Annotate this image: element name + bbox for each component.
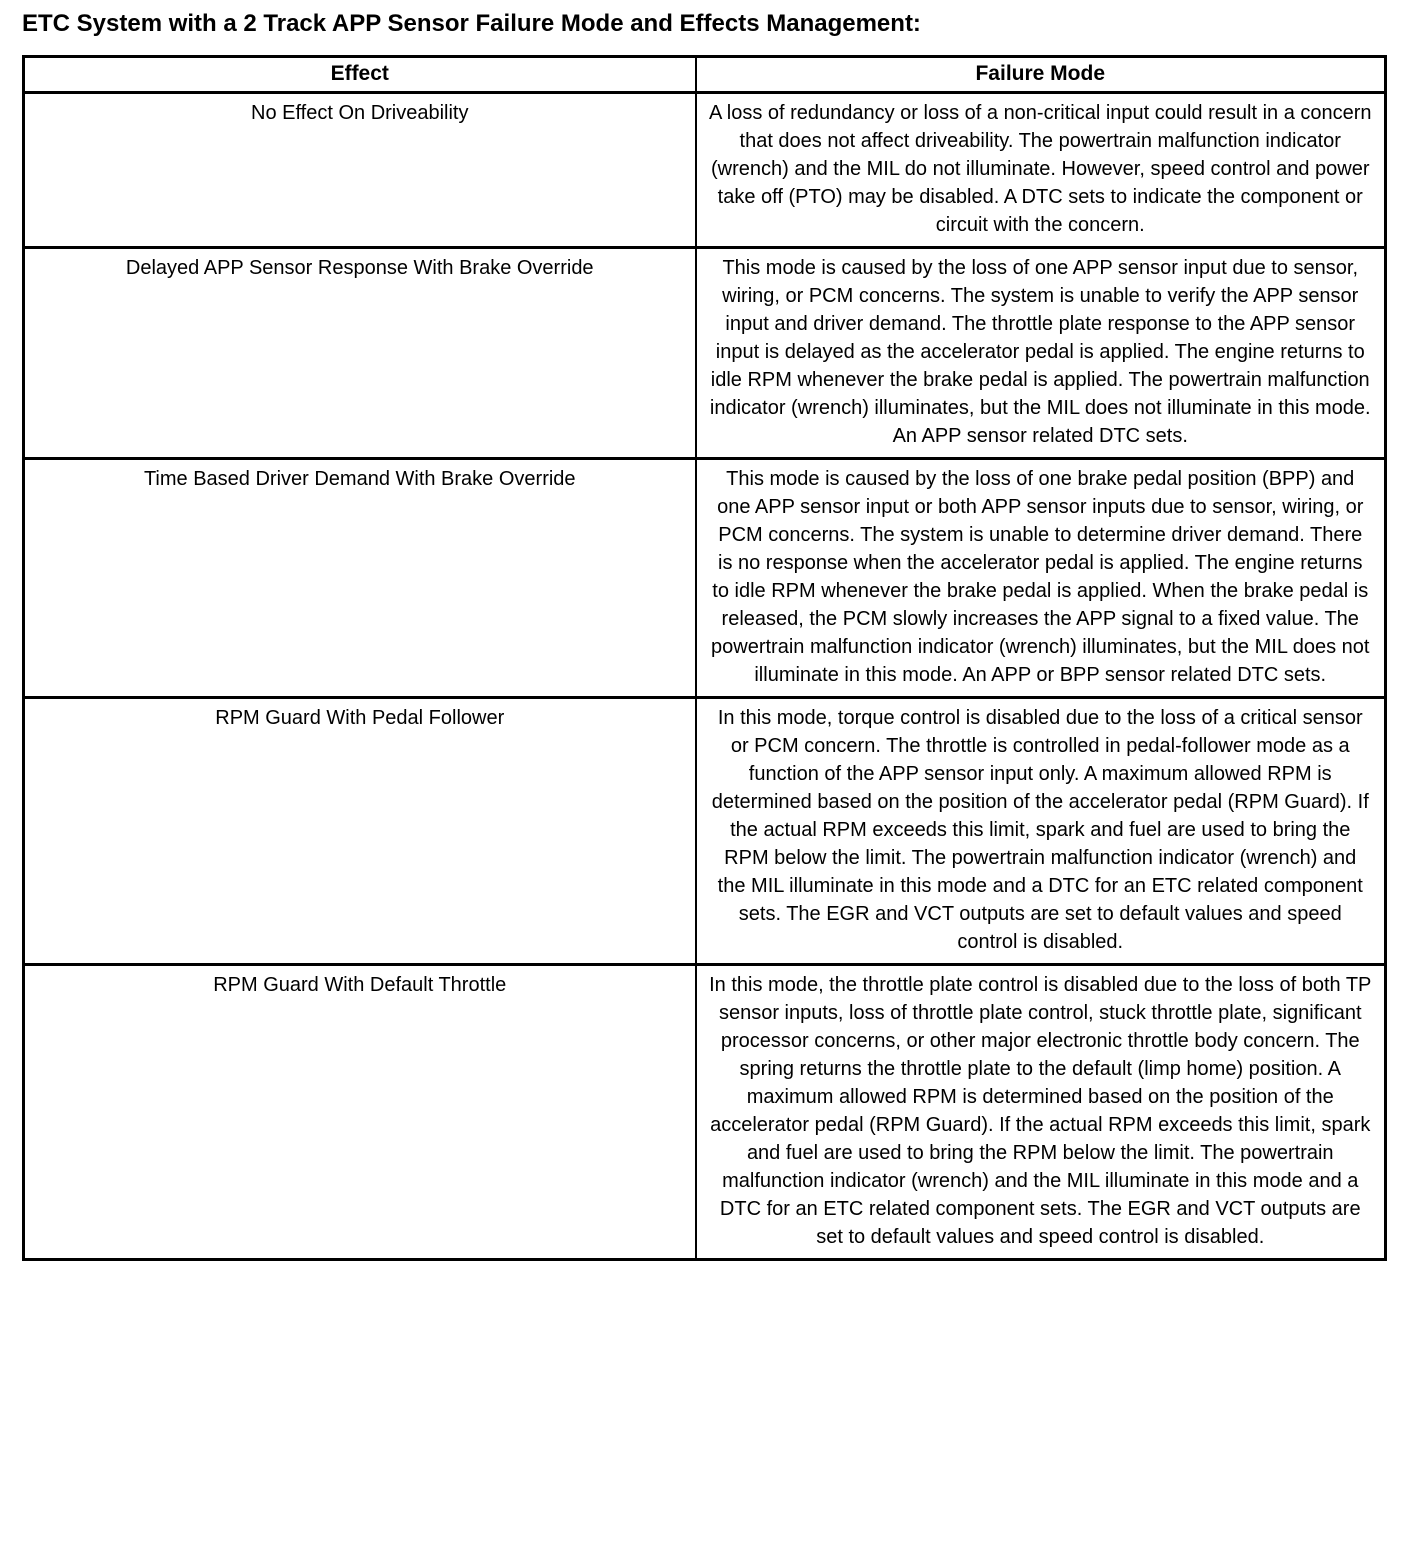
- failure-mode-cell: This mode is caused by the loss of one brake pedal position (BPP) and one APP sensor input or both APP sensor inputs due to sensor, wiring, or PCM concerns. The system is unable to determine driver demand. There is no response when the accelerator pedal is applied. The engine returns to idle RPM whenever the brake pedal is applied. When the brake pedal is released, the PCM slowly increases the APP signal to a fixed value. The powertrain malfunction indicator (wrench) illuminates, but the MIL does not illuminate in this mode. An APP or BPP sensor related DTC sets.: [696, 459, 1386, 698]
- table-row: [24, 698, 1386, 965]
- failure-mode-cell: In this mode, the throttle plate control is disabled due to the loss of both TP sensor inputs, loss of throttle plate control, stuck throttle plate, significant processor concerns, or other major electronic throttle body concern. The spring returns the throttle plate to the default (limp home) position. A maximum allowed RPM is determined based on the position of the accelerator pedal (RPM Guard). If the actual RPM exceeds this limit, spark and fuel are used to bring the RPM below the limit. The powertrain malfunction indicator (wrench) and the MIL illuminate in this mode and a DTC for an ETC related component sets. The EGR and VCT outputs are set to default values and speed control is disabled.: [696, 965, 1386, 1260]
- failure-mode-cell: A loss of redundancy or loss of a non-critical input could result in a concern that does not affect driveability. The powertrain malfunction indicator (wrench) and the MIL do not illuminate. However, speed control and power take off (PTO) may be disabled. A DTC sets to indicate the component or circuit with the concern.: [696, 93, 1386, 248]
- effect-cell: RPM Guard With Default Throttle: [24, 965, 696, 1260]
- failure-mode-cell: In this mode, torque control is disabled due to the loss of a critical sensor or PCM concern. The throttle is controlled in pedal-follower mode as a function of the APP sensor input only. A maximum allowed RPM is determined based on the position of the accelerator pedal (RPM Guard). If the actual RPM exceeds this limit, spark and fuel are used to bring the RPM below the limit. The powertrain malfunction indicator (wrench) and the MIL illuminate in this mode and a DTC for an ETC related component sets. The EGR and VCT outputs are set to default values and speed control is disabled.: [696, 698, 1386, 965]
- table-row: [24, 93, 1386, 248]
- column-header-effect: Effect: [24, 57, 696, 93]
- fmea-table: [22, 55, 1387, 1261]
- effect-cell: Delayed APP Sensor Response With Brake Override: [24, 248, 696, 459]
- table-row: [24, 459, 1386, 698]
- failure-mode-cell: This mode is caused by the loss of one APP sensor input due to sensor, wiring, or PCM concerns. The system is unable to verify the APP sensor input and driver demand. The throttle plate response to the APP sensor input is delayed as the accelerator pedal is applied. The engine returns to idle RPM whenever the brake pedal is applied. The powertrain malfunction indicator (wrench) illuminates, but the MIL does not illuminate in this mode. An APP sensor related DTC sets.: [696, 248, 1386, 459]
- effect-cell: Time Based Driver Demand With Brake Override: [24, 459, 696, 698]
- effect-cell: RPM Guard With Pedal Follower: [24, 698, 696, 965]
- page-title: ETC System with a 2 Track APP Sensor Failure Mode and Effects Management:: [22, 10, 921, 37]
- table-row: [24, 248, 1386, 459]
- effect-cell: No Effect On Driveability: [24, 93, 696, 248]
- column-header-failure-mode: Failure Mode: [696, 57, 1386, 93]
- table-header-row: [24, 57, 1386, 93]
- table-row: [24, 965, 1386, 1260]
